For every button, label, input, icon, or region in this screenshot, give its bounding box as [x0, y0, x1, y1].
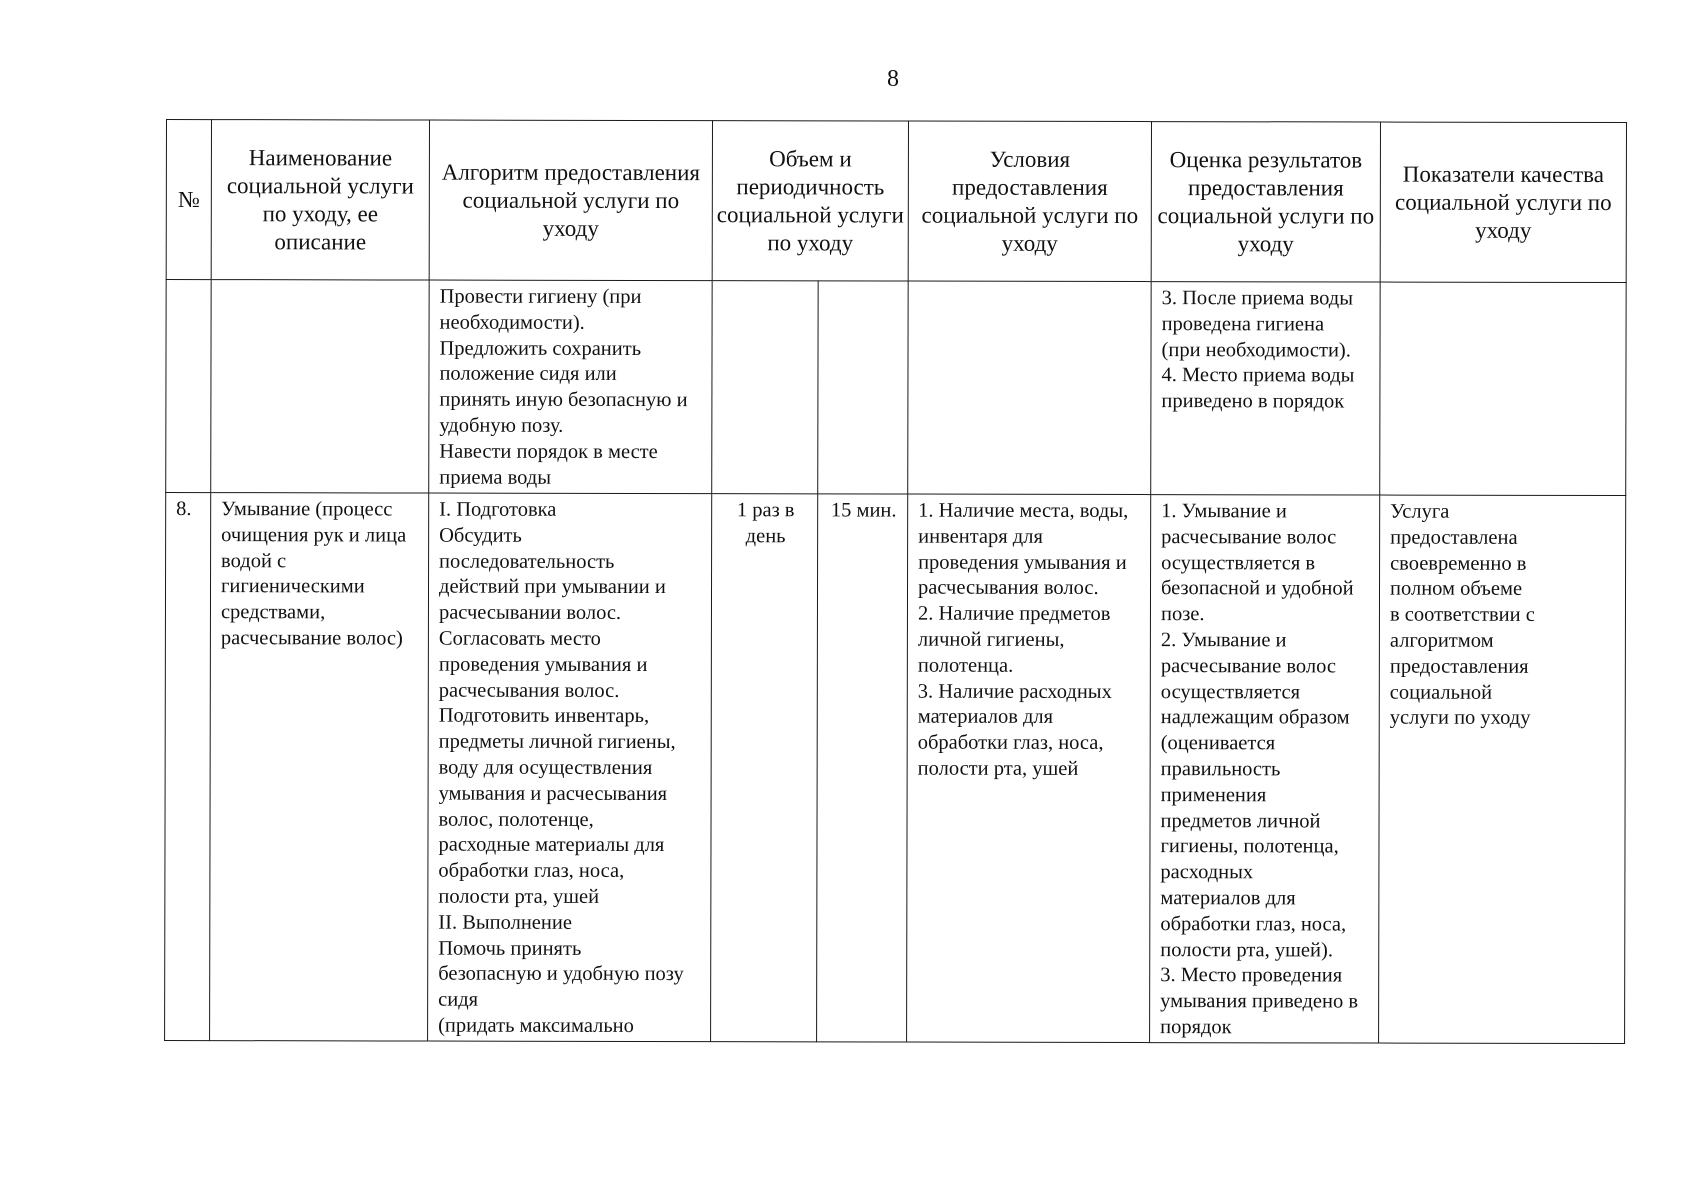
cell-text-line: услуги по уходу	[1389, 706, 1531, 730]
cell-number: 8.	[165, 493, 211, 1041]
cell-text-line: приведено в порядок	[1161, 390, 1345, 413]
cell-text-line: безопасной и удобной	[1161, 577, 1354, 600]
cell-text-line: осуществляется в	[1161, 551, 1316, 575]
cell-frequency	[712, 281, 818, 494]
cell-text-line: (при необходимости).	[1161, 338, 1351, 362]
cell-text-line: гигиены, полотенца,	[1160, 835, 1339, 858]
cell-text-line: полном объеме	[1390, 577, 1523, 601]
cell-text-line: средствами,	[220, 601, 326, 624]
cell-text-line: 4. Место приема воды	[1161, 364, 1355, 387]
cell-text-line: очищения рук и лица	[221, 523, 407, 547]
cell-text-line: удобную позу.	[439, 414, 564, 437]
cell-evaluation	[1150, 495, 1380, 1043]
cell-text-line: Согласовать место	[438, 627, 601, 650]
cell-text-line: своевременно в	[1390, 552, 1527, 575]
cell-duration	[817, 494, 908, 1042]
cell-text-line: день	[745, 525, 786, 548]
cell-text-line: расчесывании волос.	[438, 601, 622, 625]
cell-text-line: полости рта, ушей	[438, 885, 600, 908]
cell-text-line: применения	[1160, 783, 1267, 807]
header-volume-frequency: Объем и периодичность социальной услуги по уходу	[712, 121, 908, 281]
cell-text-line: Подготовить инвентарь,	[438, 704, 650, 728]
cell-text-line: расчесывания волос.	[918, 576, 1099, 600]
cell-text-line: 3. Место проведения	[1160, 964, 1343, 987]
cell-text-line: проведения умывания и	[918, 551, 1127, 574]
cell-text-line: обработки глаз, носа,	[438, 859, 625, 883]
header-conditions: Условия предоставления социальной услуги по уходу	[908, 121, 1151, 282]
cell-text-line: 2. Наличие предметов	[917, 602, 1111, 626]
cell-number	[166, 280, 211, 493]
cell-text-line: II. Выполнение	[438, 911, 572, 934]
cell-text-line: Умывание (процесс	[221, 498, 393, 521]
header-evaluation: Оценка результатов предоставления социальной услуги по уходу	[1151, 122, 1380, 282]
cell-text-line: принять иную безопасную и	[439, 388, 688, 412]
cell-text-line: расчесывание волос	[1160, 654, 1337, 678]
cell-text-line: Услуга	[1390, 500, 1450, 523]
header-number: №	[166, 120, 211, 280]
cell-text-line: расходные материалы для	[438, 833, 665, 857]
cell-text-line: Предложить сохранить	[439, 337, 642, 360]
cell-text-line: I. Подготовка	[439, 498, 557, 521]
services-table-wrapper	[164, 119, 1626, 1044]
cell-evaluation	[1151, 282, 1380, 495]
cell-text-line: полости рта, ушей).	[1160, 938, 1334, 961]
cell-text-line: Обсудить	[439, 524, 522, 547]
cell-text-line: инвентаря для	[918, 525, 1043, 548]
cell-text-line: расчесывание волос	[1161, 525, 1337, 549]
table-row	[165, 493, 1626, 1044]
cell-text-line: расходных	[1160, 861, 1254, 884]
cell-text-line: умывания приведено в	[1160, 990, 1359, 1013]
cell-algorithm	[428, 493, 712, 1042]
cell-text-line: расчесывания волос.	[438, 679, 620, 702]
header-quality: Показатели качества социальной услуги по уходу	[1380, 122, 1626, 283]
cell-text-line: 3. Наличие расходных	[917, 680, 1112, 703]
cell-text-line: гигиеническими	[220, 575, 365, 598]
cell-conditions	[908, 281, 1151, 495]
cell-text-line: действий при умывании и	[438, 575, 666, 599]
cell-text-line: предоставлена	[1390, 526, 1518, 549]
cell-text-line: (придать максимально	[438, 1014, 634, 1037]
cell-text-line: проведения умывания и	[438, 653, 648, 676]
cell-text-line: материалов для	[917, 705, 1054, 729]
cell-algorithm	[429, 280, 712, 494]
cell-duration	[818, 281, 908, 494]
cell-text-line: умывания и расчесывания	[438, 782, 668, 805]
cell-text-line: личной гигиены,	[917, 628, 1065, 651]
cell-text-line: алгоритмом	[1389, 629, 1494, 652]
cell-service-name	[211, 280, 429, 493]
cell-text-line: последовательность	[439, 550, 615, 573]
cell-text-line: обработки глаз, носа,	[1160, 912, 1347, 936]
cell-service-name	[210, 493, 429, 1041]
cell-text-line: 2. Умывание и	[1160, 629, 1287, 652]
cell-text-line: 1. Наличие места, воды,	[918, 499, 1129, 523]
cell-frequency	[711, 494, 818, 1042]
cell-text-line: (оценивается	[1160, 732, 1276, 755]
cell-text-line: материалов для	[1160, 887, 1296, 910]
services-table	[164, 119, 1627, 1044]
cell-text-line: Помочь принять	[438, 937, 582, 960]
cell-text-line: осуществляется	[1160, 680, 1301, 703]
cell-text-line: 1. Умывание и	[1161, 500, 1287, 523]
cell-text-line: положение сидя или	[439, 362, 617, 386]
cell-text-line: обработки глаз, носа,	[917, 731, 1104, 755]
cell-text-line: приема воды	[439, 466, 552, 489]
header-service-name: Наименование социальной услуги по уходу, ее описание	[211, 120, 429, 280]
cell-text-line: правильность	[1160, 758, 1281, 781]
cell-text-line: расчесывание волос)	[220, 627, 403, 650]
header-algorithm: Алгоритм предоставления социальной услуги по уходу	[429, 120, 712, 281]
cell-text-line: 15 мин.	[830, 499, 897, 522]
table-row	[166, 280, 1626, 496]
cell-text-line: волос, полотенце,	[438, 808, 594, 831]
cell-text-line: Провести гигиену (при	[439, 285, 642, 308]
cell-text-line: социальной	[1389, 681, 1493, 704]
cell-text-line: в соответствии с	[1389, 603, 1535, 627]
cell-text-line: водой с	[221, 549, 287, 572]
table-header-row	[166, 120, 1626, 283]
cell-text-line: порядок	[1160, 1016, 1232, 1039]
cell-text-line: полотенца.	[917, 654, 1014, 677]
cell-text-line: 1 раз в	[736, 499, 795, 522]
cell-quality	[1379, 495, 1626, 1044]
cell-text-line: необходимости).	[439, 311, 585, 334]
cell-text-line: 3. После приема воды	[1161, 287, 1354, 310]
cell-conditions	[907, 494, 1151, 1043]
cell-quality	[1380, 282, 1626, 496]
cell-text-line: полости рта, ушей	[917, 757, 1079, 780]
cell-text-line: предметов личной	[1160, 809, 1321, 832]
cell-text-line: надлежащим образом	[1160, 706, 1350, 729]
page-number: 8	[887, 66, 899, 92]
cell-text-line: воду для осуществления	[438, 756, 653, 779]
cell-text-line: безопасную и удобную позу	[438, 962, 684, 986]
cell-text-line: позе.	[1160, 603, 1205, 626]
cell-text-line: Навести порядок в месте	[439, 440, 658, 463]
cell-text-line: предоставления	[1389, 655, 1529, 678]
cell-text-line: сидя	[438, 988, 479, 1011]
cell-text-line: проведена гигиена	[1161, 312, 1325, 336]
cell-text-line: предметы личной гигиены,	[438, 730, 676, 754]
